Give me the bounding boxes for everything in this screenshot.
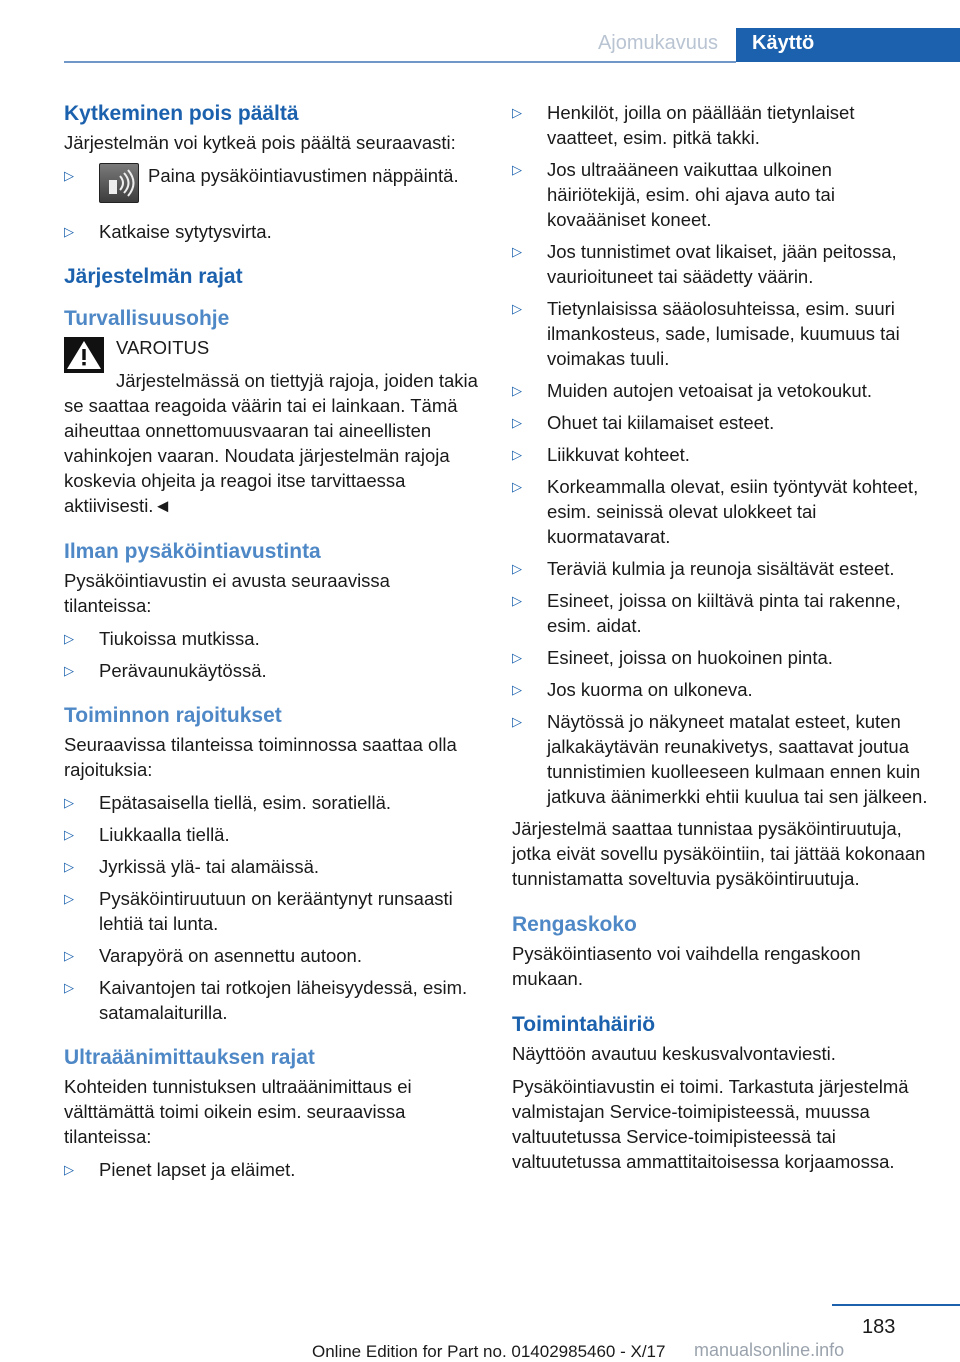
- triangle-bullet-icon: ▷: [512, 682, 522, 697]
- page-header: [0, 28, 960, 62]
- without-assist-list: [64, 626, 479, 683]
- triangle-bullet-icon: ▷: [64, 859, 74, 874]
- function-limits-text: Seuraavissa tilanteissa toiminnossa saattaa olla rajoituksia:: [64, 734, 457, 780]
- ultrasound-limits-list: [64, 1157, 479, 1182]
- list-item-button: [64, 163, 479, 209]
- triangle-bullet-icon: ▷: [64, 631, 74, 646]
- triangle-bullet-icon: ▷: [512, 561, 522, 576]
- list-item: ▷ Esineet, joissa on huokoinen pinta.: [512, 647, 833, 668]
- list-item: ▷ Esineet, joissa on kiiltävä pinta tai rakenne, esim. aidat.: [512, 590, 901, 636]
- list-item: ▷ Ohuet tai kiilamaiset esteet.: [512, 412, 775, 433]
- function-limits-list: [64, 790, 479, 1025]
- switch-off-text: Järjestelmän voi kytkeä pois päältä seuraavasti:: [64, 132, 456, 153]
- list-item: ▷ Jos tunnistimet ovat likaiset, jään peitossa, vaurioituneet tai säädetty väärin.: [512, 241, 897, 287]
- footer-rule: [832, 1304, 960, 1306]
- list-item: ▷ Muiden autojen vetoaisat ja vetokoukut.: [512, 380, 872, 401]
- triangle-bullet-icon: ▷: [64, 948, 74, 963]
- triangle-bullet-icon: ▷: [512, 105, 522, 120]
- list-item: ▷ Katkaise sytytysvirta.: [64, 221, 272, 242]
- heading-malfunction: Toimintahäiriö: [512, 1013, 656, 1036]
- heading-system-limits: Järjestelmän rajat: [64, 265, 243, 288]
- list-item: ▷ Varapyörä on asennettu autoon.: [64, 945, 362, 966]
- triangle-bullet-icon: ▷: [64, 795, 74, 810]
- parking-space-text: Järjestelmä saattaa tunnistaa pysäköintiruutuja, jotka eivät sovellu pysäköintiin, tai jättää kokonaan tunnistamatta soveltuvia pysäköintiruutuja.: [512, 818, 926, 889]
- warning-title: VAROITUS: [116, 337, 210, 358]
- ultrasound-limits-text: Kohteiden tunnistuksen ultraäänimittaus ei välttämättä toimi oikein esim. seuraavissa tilanteissa:: [64, 1076, 412, 1147]
- edition-note: Online Edition for Part no. 01402985460 - X/17: [312, 1342, 666, 1361]
- list-item: ▷ Teräviä kulmia ja reunoja sisältävät esteet.: [512, 558, 895, 579]
- list-item: ▷ Jos kuorma on ulkoneva.: [512, 679, 753, 700]
- triangle-bullet-icon: ▷: [512, 714, 522, 729]
- triangle-bullet-icon: ▷: [64, 168, 74, 183]
- triangle-bullet-icon: ▷: [512, 244, 522, 259]
- list-item: ▷ Korkeammalla olevat, esiin työntyvät kohteet, esim. seinissä olevat ulokkeet tai kuormatavarat.: [512, 476, 919, 547]
- list-item: ▷ Tietynlaisissa sääolosuhteissa, esim. suuri ilmankosteus, sade, lumisade, kuumuus tai voimakas tuuli.: [512, 298, 900, 369]
- triangle-bullet-icon: ▷: [512, 162, 522, 177]
- list-item: ▷ Jyrkissä ylä- tai alamäissä.: [64, 856, 320, 877]
- triangle-bullet-icon: ▷: [512, 650, 522, 665]
- warning-triangle-icon: [64, 337, 104, 373]
- list-item: ▷ Pysäköintiruutuun on kerääntynyt runsaasti lehtiä tai lunta.: [64, 888, 453, 934]
- warning-text: Järjestelmässä on tiettyjä rajoja, joiden takia se saattaa reagoida väärin tai ei lainkaan. Tämä aiheuttaa onnettomuusvaaran tai aineellisten vahinkojen vaaran. Noudata järjestelmän rajoja koskevia ohjeita ja reagoi itse tarvittaessa aktiivisesti.◄: [64, 370, 478, 516]
- triangle-bullet-icon: ▷: [512, 415, 522, 430]
- triangle-bullet-icon: ▷: [64, 663, 74, 678]
- heading-without-assist: Ilman pysäköintiavustinta: [64, 540, 321, 563]
- malfunction-text-1: Näyttöön avautuu keskusvalvontaviesti.: [512, 1043, 836, 1064]
- heading-switch-off: Kytkeminen pois päältä: [64, 102, 299, 125]
- triangle-bullet-icon: ▷: [512, 301, 522, 316]
- heading-safety: Turvallisuusohje: [64, 307, 230, 330]
- parking-assist-button-icon: [99, 163, 139, 203]
- list-item-text: Paina pysäköintiavustimen näppäintä.: [148, 165, 459, 186]
- right-column: [512, 100, 930, 1182]
- triangle-bullet-icon: ▷: [64, 980, 74, 995]
- malfunction-text-2: Pysäköintiavustin ei toimi. Tarkastuta järjestelmä valmistajan Service-toimipisteessä, muussa valtuutetussa Service-toimipisteessä tai valtuutetussa ammattitaitoisessa korjaamossa.: [512, 1076, 909, 1172]
- warning-block: [64, 335, 479, 518]
- triangle-bullet-icon: ▷: [512, 593, 522, 608]
- tire-size-text: Pysäköintiasento voi vaihdella rengaskoon mukaan.: [512, 943, 861, 989]
- list-item: ▷ Näytössä jo näkyneet matalat esteet, kuten jalkakäytävän reunakivetys, saattavat joutua tunnistimien kuolleeseen kulmaan ennen kuin jatkuva äänimerkki ehtii kuulua tai sen jälkeen.: [512, 711, 928, 807]
- list-item: ▷ Pienet lapset ja eläimet.: [64, 1159, 296, 1180]
- list-item: ▷ Epätasaisella tiellä, esim. soratiellä.: [64, 792, 392, 813]
- triangle-bullet-icon: ▷: [64, 891, 74, 906]
- switch-off-list: [64, 219, 479, 244]
- triangle-bullet-icon: ▷: [512, 479, 522, 494]
- heading-function-limits: Toiminnon rajoitukset: [64, 704, 282, 727]
- triangle-bullet-icon: ▷: [512, 383, 522, 398]
- list-item: ▷ Henkilöt, joilla on päällään tietynlaiset vaatteet, esim. pitkä takki.: [512, 102, 855, 148]
- without-assist-text: Pysäköintiavustin ei avusta seuraavissa tilanteissa:: [64, 570, 390, 616]
- header-section: Ajomukavuus: [597, 32, 718, 54]
- triangle-bullet-icon: ▷: [64, 827, 74, 842]
- header-rule: [64, 61, 736, 63]
- triangle-bullet-icon: ▷: [64, 1162, 74, 1177]
- header-chapter-tab: Käyttö: [736, 28, 960, 62]
- page-number: 183: [862, 1316, 896, 1338]
- left-column: [64, 100, 479, 1189]
- heading-tire-size: Rengaskoko: [512, 913, 637, 936]
- triangle-bullet-icon: ▷: [512, 447, 522, 462]
- heading-ultrasound-limits: Ultraäänimittauksen rajat: [64, 1046, 315, 1069]
- list-item: ▷ Perävaunukäytössä.: [64, 660, 267, 681]
- list-item: ▷ Tiukoissa mutkissa.: [64, 628, 260, 649]
- list-item: ▷ Kaivantojen tai rotkojen läheisyydessä, esim. satamalaiturilla.: [64, 977, 468, 1023]
- watermark: manualsonline.info: [694, 1340, 845, 1360]
- list-item: ▷ Jos ultraääneen vaikuttaa ulkoinen häiriötekijä, esim. ohi ajava auto tai kovaääniset koneet.: [512, 159, 835, 230]
- list-item: ▷ Liikkuvat kohteet.: [512, 444, 690, 465]
- list-item: ▷ Liukkaalla tiellä.: [64, 824, 230, 845]
- ultrasound-limits-list-continued: [512, 100, 930, 809]
- triangle-bullet-icon: ▷: [64, 224, 74, 239]
